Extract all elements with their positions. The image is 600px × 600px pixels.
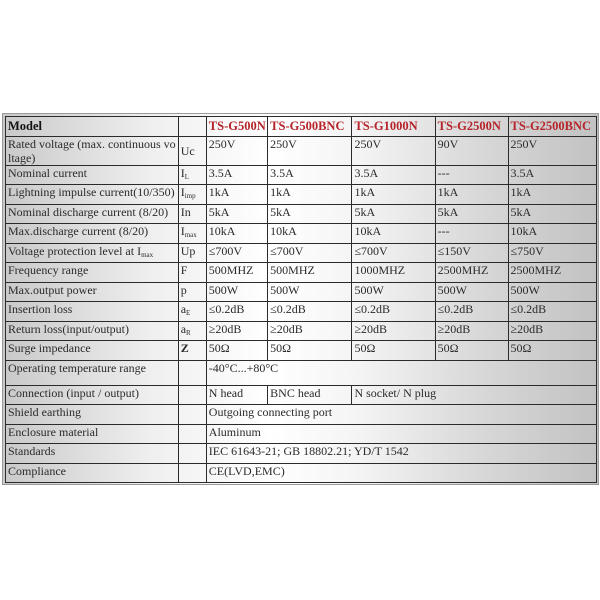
table-row-voltage-protection-level	[6, 243, 597, 263]
cell-value: 10kA	[206, 224, 267, 244]
cell-value: ≥20dB	[435, 321, 508, 341]
cell-value: 1kA	[508, 185, 597, 205]
cell-value: ≥20dB	[206, 321, 267, 341]
cell-value: ≥20dB	[268, 321, 352, 341]
cell-value: 50Ω	[435, 341, 508, 361]
row-label: Return loss(input/output)	[6, 321, 179, 341]
cell-value: ≤0.2dB	[352, 302, 435, 322]
row-symbol	[178, 444, 206, 464]
cell-value: 5kA	[268, 204, 352, 224]
row-symbol	[178, 463, 206, 483]
cell-value: IEC 61643-21; GB 18802.21; YD/T 1542	[206, 444, 596, 464]
cell-value: ≤700V	[206, 243, 267, 263]
cell-value: 2500MHZ	[508, 263, 597, 283]
symbol-sub: max	[184, 231, 197, 239]
cell-value: ---	[435, 165, 508, 185]
row-label: Insertion loss	[6, 302, 179, 322]
cell-value: 500W	[268, 282, 352, 302]
table-row-compliance	[6, 463, 597, 483]
symbol-sub: L	[184, 172, 189, 181]
table-row-nominal-discharge-current	[6, 204, 597, 224]
header-symbol	[178, 117, 206, 137]
symbol-main: I	[180, 185, 185, 199]
row-label: Lightning impulse current(10/350)	[6, 185, 179, 205]
model-ts-g2500bnc: TS-G2500BNC	[508, 117, 597, 137]
cell-value: N head	[206, 385, 267, 405]
cell-value: 250V	[508, 136, 597, 165]
row-label: Surge impedance	[6, 341, 179, 361]
cell-value: 3.5A	[508, 165, 597, 185]
header-row	[6, 117, 597, 137]
symbol-sub: R	[186, 328, 191, 337]
cell-value: 500W	[435, 282, 508, 302]
row-label: Nominal discharge current (8/20)	[6, 204, 179, 224]
table-row-frequency-range	[6, 263, 597, 283]
row-symbol	[178, 424, 206, 444]
symbol-main: I	[180, 224, 185, 238]
row-symbol: Uc	[178, 136, 206, 165]
row-symbol	[178, 360, 206, 385]
table-row-rated-voltage	[6, 136, 597, 165]
cell-value: Aluminum	[206, 424, 596, 444]
row-label: Compliance	[6, 463, 179, 483]
symbol-sub: E	[186, 309, 191, 317]
cell-value: 250V	[206, 136, 267, 165]
cell-value: 250V	[268, 136, 352, 165]
row-label: Shield earthing	[6, 405, 179, 425]
symbol-sub: imp	[184, 192, 196, 200]
cell-value: ≤0.2dB	[206, 302, 267, 322]
cell-value: ≤700V	[268, 243, 352, 263]
row-symbol: In	[178, 204, 206, 224]
label-line-2: ltage)	[8, 150, 36, 165]
cell-value: ≤0.2dB	[435, 302, 508, 322]
row-symbol	[178, 405, 206, 425]
table-row-insertion-loss	[6, 302, 597, 322]
cell-value: 500W	[206, 282, 267, 302]
row-label: Max.discharge current (8/20)	[6, 224, 179, 244]
row-symbol	[178, 385, 206, 405]
cell-value: 50Ω	[206, 341, 267, 361]
cell-value: 5kA	[435, 204, 508, 224]
symbol-main: a	[180, 302, 187, 316]
cell-value: 500W	[508, 282, 597, 302]
cell-value: N socket/ N plug	[352, 385, 597, 405]
cell-value: 500W	[352, 282, 435, 302]
row-symbol	[178, 224, 206, 244]
row-symbol: Z	[178, 341, 206, 361]
table-row-connection	[6, 385, 597, 405]
cell-value: ≤0.2dB	[508, 302, 597, 322]
cell-value: 5kA	[352, 204, 435, 224]
table-row-surge-impedance	[6, 341, 597, 361]
cell-value: 3.5A	[268, 165, 352, 185]
row-label: Enclosure material	[6, 424, 179, 444]
cell-value: 10kA	[508, 224, 597, 244]
cell-value: 90V	[435, 136, 508, 165]
row-label: Operating temperature range	[6, 360, 179, 385]
cell-value: 10kA	[268, 224, 352, 244]
cell-value: BNC head	[268, 385, 352, 405]
row-symbol: F	[178, 263, 206, 283]
row-label: Standards	[6, 444, 179, 464]
cell-value: ≤750V	[508, 243, 597, 263]
spec-table	[5, 116, 597, 483]
cell-value: 250V	[352, 136, 435, 165]
cell-value: ≤0.2dB	[268, 302, 352, 322]
table-row-lightning-impulse-current	[6, 185, 597, 205]
cell-value: 1kA	[352, 185, 435, 205]
row-symbol	[178, 165, 206, 185]
symbol-main: a	[180, 321, 187, 336]
table-row-return-loss	[6, 321, 597, 341]
label-line-1: Rated voltage (max. continuous vo	[8, 136, 176, 151]
row-label: Nominal current	[6, 165, 179, 185]
table-row-shield-earthing	[6, 405, 597, 425]
cell-value: ≥20dB	[508, 321, 597, 341]
cell-value: 3.5A	[352, 165, 435, 185]
cell-value: 2500MHZ	[435, 263, 508, 283]
row-label	[6, 243, 179, 263]
row-symbol	[178, 185, 206, 205]
cell-value: 10kA	[352, 224, 435, 244]
row-symbol	[178, 321, 206, 341]
table-row-enclosure-material	[6, 424, 597, 444]
cell-value: 1kA	[206, 185, 267, 205]
cell-value: ---	[435, 224, 508, 244]
cell-value: 50Ω	[508, 341, 597, 361]
table-row-max-output-power	[6, 282, 597, 302]
cell-value: Outgoing connecting port	[206, 405, 596, 425]
row-label: Connection (input / output)	[6, 385, 179, 405]
cell-value: ≤700V	[352, 243, 435, 263]
cell-value: 500MHZ	[268, 263, 352, 283]
table-row-nominal-current	[6, 165, 597, 185]
table-row-standards	[6, 444, 597, 464]
cell-value: 3.5A	[206, 165, 267, 185]
label-main: Voltage protection level at I	[8, 243, 142, 258]
cell-value: -40°C...+80°C	[206, 360, 596, 385]
model-ts-g500n: TS-G500N	[206, 117, 267, 137]
cell-value: CE(LVD,EMC)	[206, 463, 596, 483]
row-label: Frequency range	[6, 263, 179, 283]
row-label: Max.output power	[6, 282, 179, 302]
label-sub: max	[141, 250, 154, 259]
row-symbol: p	[178, 282, 206, 302]
header-model-label: Model	[6, 117, 179, 137]
cell-value: 5kA	[206, 204, 267, 224]
row-label	[6, 136, 179, 165]
cell-value: ≥20dB	[352, 321, 435, 341]
cell-value: 50Ω	[352, 341, 435, 361]
cell-value: 1000MHZ	[352, 263, 435, 283]
row-symbol: Up	[178, 243, 206, 263]
cell-value: 1kA	[268, 185, 352, 205]
model-ts-g500bnc: TS-G500BNC	[268, 117, 352, 137]
cell-value: 1kA	[435, 185, 508, 205]
table-row-operating-temperature	[6, 360, 597, 385]
cell-value: 5kA	[508, 204, 597, 224]
cell-value: 500MHZ	[206, 263, 267, 283]
model-ts-g1000n: TS-G1000N	[352, 117, 435, 137]
row-symbol	[178, 302, 206, 322]
table-row-max-discharge-current	[6, 224, 597, 244]
model-ts-g2500n: TS-G2500N	[435, 117, 508, 137]
symbol-main: I	[180, 165, 185, 180]
cell-value: 50Ω	[268, 341, 352, 361]
cell-value: ≤150V	[435, 243, 508, 263]
